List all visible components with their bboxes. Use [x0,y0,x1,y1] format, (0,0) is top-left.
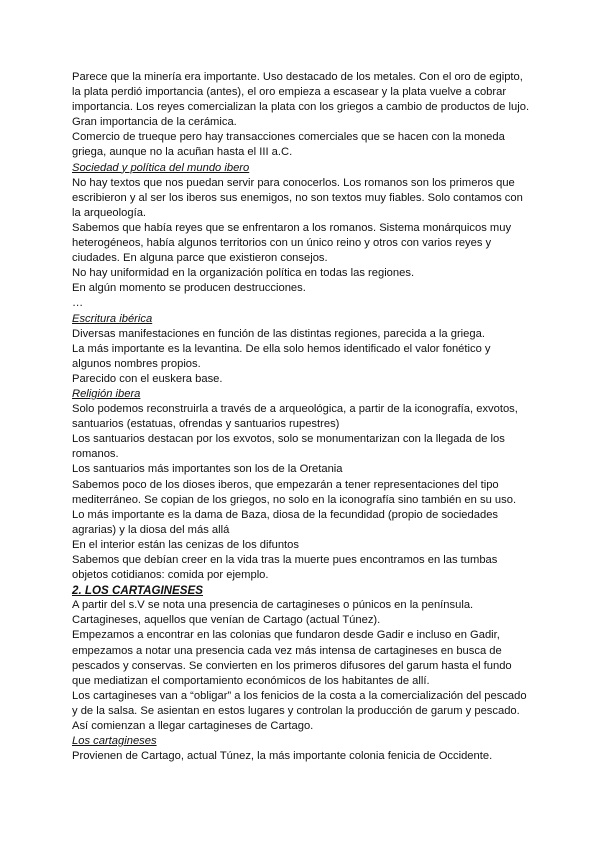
text-line: la plata perdió importancia (antes), el oro empieza a escasear y la plata vuelve a cobrar [72,86,507,99]
text-line: Sabemos que había reyes que se enfrentaron a los romanos. Sistema monárquicos muy [72,221,512,234]
section-subheading: Religión ibera [72,387,141,400]
text-line: mediterráneo. Se copian de los griegos, no solo en la iconografía sino también en su uso. [72,493,517,506]
text-line: Diversas manifestaciones en función de las distintas regiones, parecida a la griega. [72,327,485,340]
text-line: La más importante es la levantina. De ella solo hemos identificado el valor fonético y [72,342,491,355]
document-page [72,70,532,764]
text-line: Provienen de Cartago, actual Túnez, la más importante colonia fenicia de Occidente. [72,750,493,763]
text-line: Los santuarios destacan por los exvotos, solo se monumentarizan con la llegada de los [72,433,505,446]
text-line: Gran importancia de la cerámica. [72,116,237,129]
section-subheading: Sociedad y política del mundo ibero [72,161,250,174]
text-line: empezamos a notar una presencia cada vez más intensa de cartagineses en busca de [72,644,502,657]
text-line: ciudades. En alguna parce que existieron consejos. [72,252,328,265]
text-line: A partir del s.V se nota una presencia de cartagineses o púnicos en la península. [72,599,474,612]
text-line: importancia. Los reyes comercializan la plata con los griegos a cambio de productos de lujo. [72,101,530,114]
text-line: Los cartagineses van a “obligar” a los fenicios de la costa a la comercialización del pescado [72,689,527,702]
text-line: Los santuarios más importantes son los de la Oretania [72,463,343,476]
text-line: Sabemos que debían creer en la vida tras la muerte pues encontramos en las tumbas [72,554,498,566]
text-line: Así comienzan a llegar cartagineses de Cartago. [72,720,314,733]
text-line: Empezamos a encontrar en las colonias que fundaron desde Gadir e incluso en Gadir, [72,629,500,642]
text-line: Parece que la minería era importante. Uso destacado de los metales. Con el oro de egipto, [72,71,523,83]
text-line: que mediatizan el comportamiento económicos de los habitantes de allí. [72,674,430,687]
text-line: pescados y conservas. Se convierten en los primeros difusores del garum hasta el fundo [72,659,512,672]
text-line: escribieron y al ser los iberos sus enemigos, no son textos muy fiables. Solo contamos con [72,191,523,204]
text-line: En algún momento se producen destrucciones. [72,282,306,295]
text-line: y de la salsa. Se asientan en estos lugares y controlan la producción de garum y pescado. [72,704,520,717]
text-line: agrarias) y la diosa del más allá [72,523,230,536]
text-line: griega, aunque no la acuñan hasta el III a.C. [72,146,293,159]
text-line: … [72,297,84,310]
text-line: No hay uniformidad en la organización política en todas las regiones. [72,267,415,280]
text-line: la arqueología. [72,206,147,219]
text-line: romanos. [72,448,119,461]
section-heading: 2. LOS CARTAGINESES [72,584,203,598]
text-line: Solo podemos reconstruirla a través de a arqueológica, a partir de la iconografía, exvotos, [72,403,518,416]
text-line: Lo más importante es la dama de Baza, diosa de la fecundidad (propio de sociedades [72,508,499,521]
section-subheading: Escritura ibérica [72,312,153,325]
text-line: Cartagineses, aquellos que venían de Cartago (actual Túnez). [72,614,381,627]
text-line: objetos cotidianos: comida por ejemplo. [72,569,269,582]
text-line: Comercio de trueque pero hay transacciones comerciales que se hacen con la moneda [72,131,505,144]
text-line: No hay textos que nos puedan servir para conocerlos. Los romanos son los primeros que [72,176,515,189]
text-line: algunos nombres propios. [72,357,201,370]
text-line: santuarios (estatuas, ofrendas y santuarios rupestres) [72,418,340,431]
text-line: En el interior están las cenizas de los difuntos [72,538,299,551]
text-line: Sabemos poco de los dioses iberos, que empezarán a tener representaciones del tipo [72,478,499,491]
section-subheading: Los cartagineses [72,735,157,748]
text-line: Parecido con el euskera base. [72,372,223,385]
text-line: heterogéneos, había algunos territorios con un único reino y otros con varios reyes y [72,237,492,250]
